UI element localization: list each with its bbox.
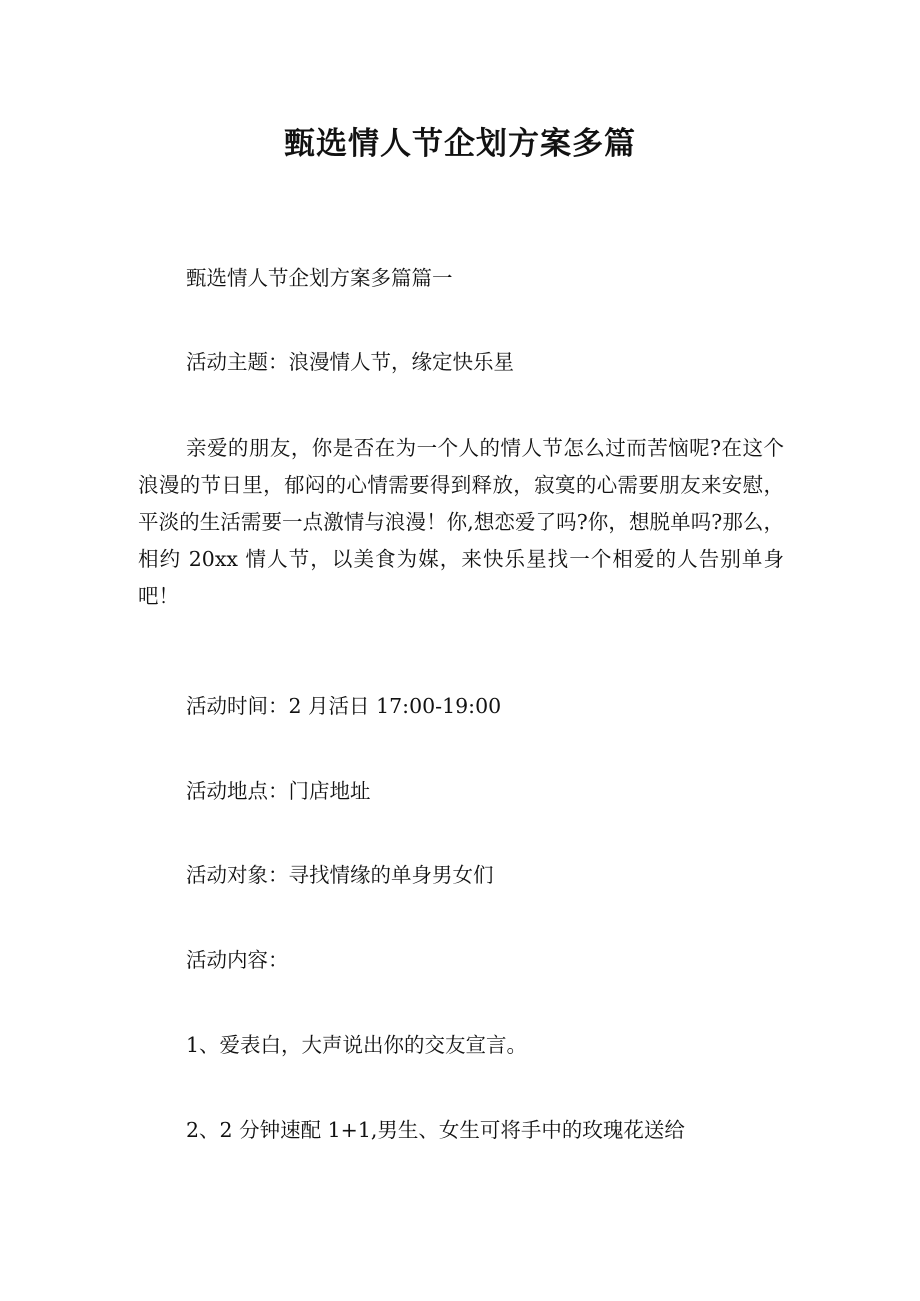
paragraph-item-1: 1、爱表白，大声说出你的交友宣言。 bbox=[186, 1033, 528, 1057]
paragraph-item-2: 2、2 分钟速配 1+1,男生、女生可将手中的玫瑰花送给 bbox=[186, 1118, 685, 1142]
paragraph-activity-content: 活动内容： bbox=[186, 948, 289, 972]
section-heading: 甄选情人节企划方案多篇篇一 bbox=[186, 266, 453, 290]
paragraph-activity-time: 活动时间：2 月活日 17:00-19:00 bbox=[186, 694, 502, 718]
paragraph-activity-location: 活动地点：门店地址 bbox=[186, 779, 371, 803]
paragraph-activity-theme: 活动主题：浪漫情人节，缘定快乐星 bbox=[186, 350, 514, 374]
paragraph-activity-audience: 活动对象：寻找情缘的单身男女们 bbox=[186, 863, 494, 887]
paragraph-intro: 亲爱的朋友，你是否在为一个人的情人节怎么过而苦恼呢?在这个浪漫的节日里，郁闷的心情需要得到释放，寂寞的心需要朋友来安慰，平淡的生活需要一点激情与浪漫！你,想恋爱了吗?你，想脱单吗?那么，相约 20xx 情人节，以美食为媒，来快乐星找一个相爱的人告别单身吧！ bbox=[138, 436, 784, 608]
document-title: 甄选情人节企划方案多篇 bbox=[284, 126, 636, 162]
